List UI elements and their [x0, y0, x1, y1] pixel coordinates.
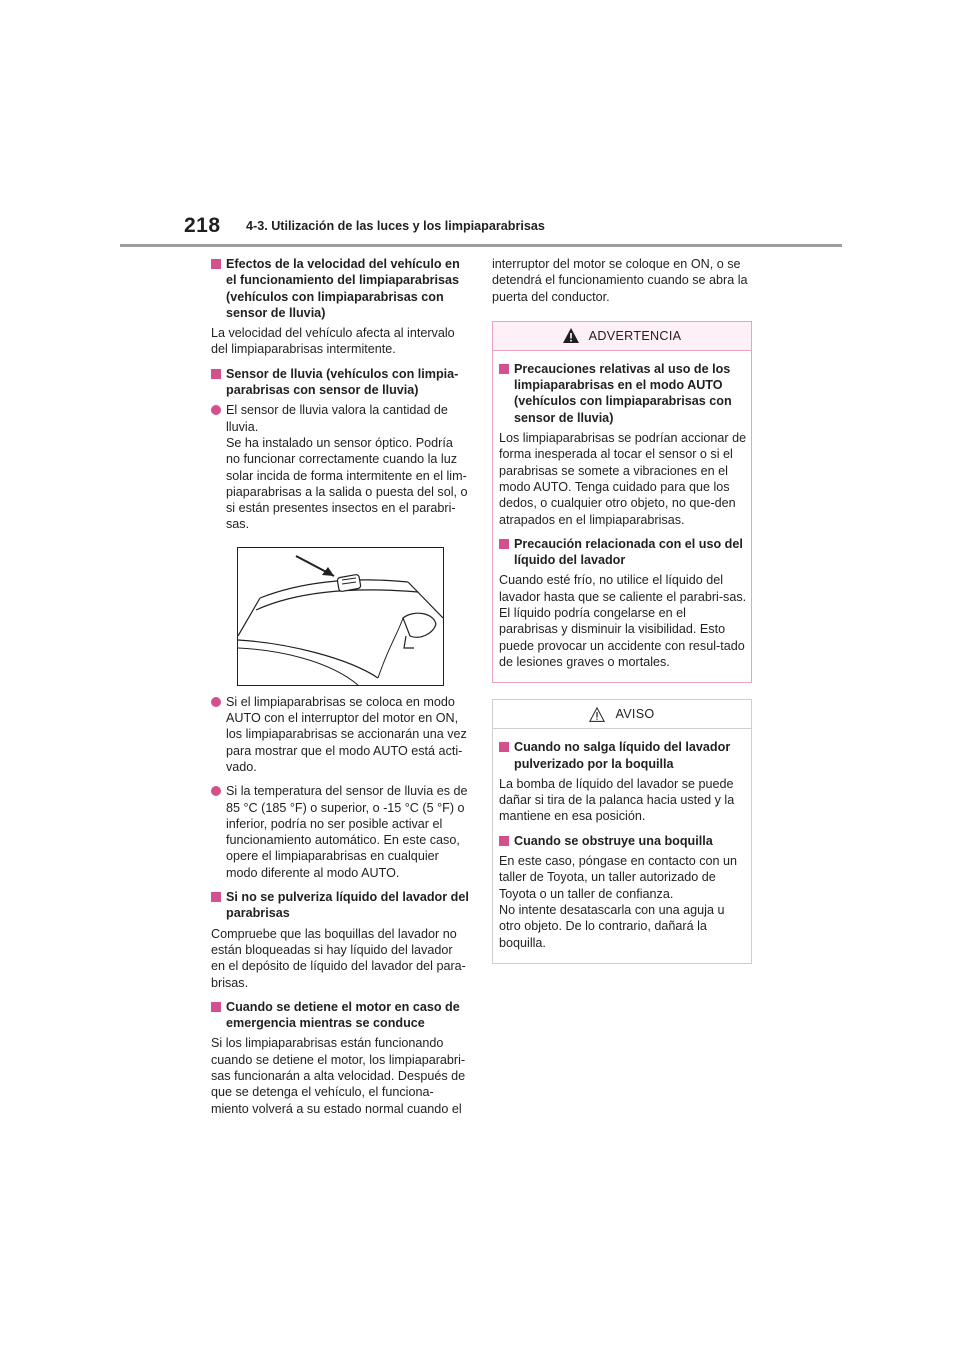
windshield-sensor-icon — [238, 548, 443, 685]
notice-paragraph-clogged-nozzle: En este caso, póngase en contacto con un taller de Toyota, un taller autorizado de Toyota o un taller de confianza. No intente desatascarla con una aguja u otro objeto. De lo contrario, dañará la boquilla. — [499, 854, 738, 950]
right-column — [492, 256, 752, 979]
bullet-auto-mode: Si el limpiaparabrisas se coloca en modo AUTO con el interruptor del motor en ON, los limpiaparabrisas se accionarán una vez para mostrar que el modo AUTO está acti-vado. — [211, 694, 469, 775]
paragraph-no-washer-fluid: Compruebe que las boquillas del lavador no están bloqueadas si hay líquido del lavador en el depósito de líquido del lavador del para-brisas. — [211, 926, 466, 990]
notice-header — [493, 700, 751, 729]
left-column — [211, 256, 469, 1125]
notice-paragraph-no-spray: La bomba de líquido del lavador se puede dañar si tira de la palanca hacia usted y la mantiene en esa posición. — [499, 776, 735, 824]
page-number: 218 — [184, 214, 221, 237]
warning-box — [492, 321, 752, 683]
warning-heading-auto-mode: Precauciones relativas al uso de los limpiaparabrisas en el modo AUTO (vehículos con limpiaparabrisas con sensor de lluvia) — [499, 361, 747, 426]
heading-rain-sensor: Sensor de lluvia (vehículos con limpia-parabrisas con sensor de lluvia) — [211, 366, 469, 399]
paragraph-speed-effects: La velocidad del vehículo afecta al intervalo del limpiaparabrisas intermitente. — [211, 326, 455, 357]
notice-box — [492, 699, 752, 964]
header-rule — [120, 244, 842, 247]
heading-emergency-stop: Cuando se detiene el motor en caso de emergencia mientras se conduce — [211, 999, 469, 1032]
warning-header — [493, 322, 751, 351]
paragraph-continued: interruptor del motor se coloque en ON, o se detendrá el funcionamiento cuando se abra la puerta del conductor. — [492, 257, 748, 304]
heading-speed-effects: Efectos de la velocidad del vehículo en el funcionamiento del limpiaparabrisas (vehículos con limpiaparabrisas con sensor de lluvia) — [211, 256, 469, 321]
paragraph-emergency-stop: Si los limpiaparabrisas están funcionando cuando se detiene el motor, los limpiaparabri-sas funcionarán a alta velocidad. Después de que se detenga el vehículo, el funciona-miento volverá a su estado normal cuando el — [211, 1036, 466, 1116]
warning-triangle-icon — [563, 328, 579, 343]
bullet-temperature: Si la temperatura del sensor de lluvia es de 85 °C (185 °F) o superior, o -15 °C (5 °F) o inferior, podría no ser posible activar el funcionamiento automático. En este caso, opere el limpiaparabrisas en cualquier modo diferente al modo AUTO. — [211, 783, 469, 881]
caution-triangle-icon — [589, 707, 605, 722]
warning-paragraph-washer-fluid: Cuando esté frío, no utilice el líquido del lavador hasta que se caliente el parabri-sas. El líquido podría congelarse en el parabrisas y disminuir la visibilidad. Esto puede provocar un accidente con resul-tado de lesiones graves o mortales. — [499, 573, 747, 669]
heading-no-washer-fluid: Si no se pulveriza líquido del lavador del parabrisas — [211, 889, 469, 922]
bullet-rain-sensor-info: El sensor de lluvia valora la cantidad de lluvia. Se ha instalado un sensor óptico. Podría no funcionar correctamente cuando la luz solar incida de forma intermitente en el lim-piaparabrisas a la salida o puesta del sol, o si están presentes insectos en el parabri-sas. — [211, 402, 469, 532]
rain-sensor-illustration — [237, 547, 444, 686]
warning-title: ADVERTENCIA — [588, 328, 682, 343]
notice-title: AVISO — [615, 707, 655, 722]
section-title: 4-3. Utilización de las luces y los limpiaparabrisas — [246, 219, 545, 233]
warning-heading-washer-fluid: Precaución relacionada con el uso del líquido del lavador — [499, 536, 747, 569]
notice-heading-no-spray: Cuando no salga líquido del lavador pulverizado por la boquilla — [499, 739, 747, 772]
notice-heading-clogged-nozzle: Cuando se obstruye una boquilla — [499, 833, 747, 849]
warning-paragraph-auto-mode: Los limpiaparabrisas se podrían accionar de forma inesperada al tocar el sensor o si el parabrisas se somete a vibraciones en el modo AUTO. Tenga cuidado para que los dedos, o cualquier otro objeto, no que-den atrapados en el limpiaparabrisas. — [499, 431, 747, 527]
